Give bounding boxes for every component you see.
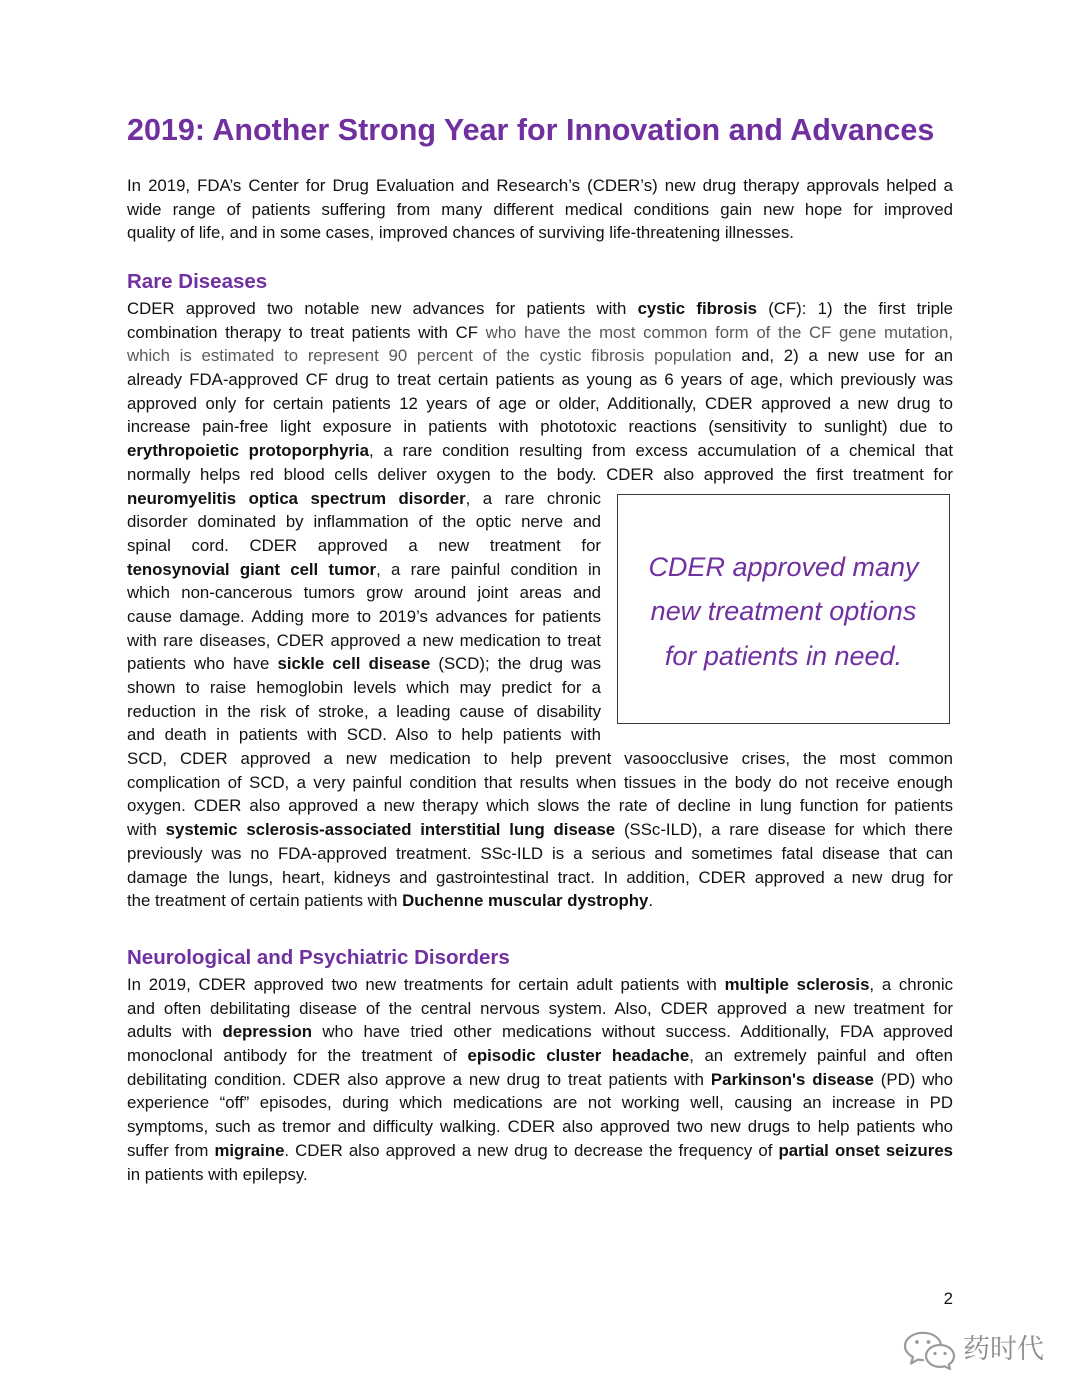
text-line: previously was no FDA-approved treatment. SSc-ILD is a serious and sometimes fatal disease that can [127, 843, 953, 863]
neurological-paragraph [127, 973, 953, 1186]
bold-term: episodic cluster headache [467, 1046, 690, 1066]
text-line: which non-cancerous tumors grow around joint areas and [127, 583, 601, 603]
text-run: , an extremely painful and often [689, 1046, 953, 1066]
text-run: (SSc-ILD), a rare disease for which there [615, 820, 953, 840]
text-line [127, 652, 601, 676]
callout-box [617, 494, 950, 724]
bold-term: partial onset seizures [778, 1140, 953, 1160]
text-line [127, 1044, 953, 1068]
text-run: patients who have [127, 654, 278, 674]
watermark-text: 药时代 [963, 1334, 1044, 1365]
text-line: and death in patients with SCD. Also to help patients with [127, 725, 601, 745]
text-line [127, 344, 953, 368]
bold-term: depression [222, 1022, 312, 1042]
text-line: quality of life, and in some cases, improved chances of surviving life-threatening illnesses. [127, 223, 794, 243]
intro-paragraph [127, 174, 953, 245]
bold-term: systemic sclerosis-associated interstitial lung disease [165, 820, 616, 840]
bold-term: cystic fibrosis [637, 299, 757, 318]
text-run: suffer from [127, 1140, 215, 1160]
text-line [127, 558, 601, 582]
section-heading-neurological: Neurological and Psychiatric Disorders [127, 946, 510, 969]
callout-line: for patients in need. [664, 640, 903, 671]
text-run: the treatment of certain patients with [127, 891, 403, 911]
text-line [127, 1139, 953, 1163]
text-run: (SCD); the drug was [430, 654, 601, 674]
text-line [127, 1020, 953, 1044]
text-line: symptoms, such as tremor and difficulty walking. CDER also approved two new drugs to help patients who [127, 1117, 953, 1137]
text-line: approved only for certain patients 12 years of age or older, Additionally, CDER approved a new drug to [127, 393, 953, 413]
text-line: reduction in the risk of stroke, a leading cause of disability [127, 701, 601, 721]
text-line: already FDA-approved CF drug to treat certain patients as young as 6 years of age, which previously was [127, 370, 953, 390]
section-heading-rare-diseases: Rare Diseases [127, 270, 268, 293]
muted-text: which is estimated to represent 90 percent of the cystic fibrosis population [127, 346, 732, 366]
text-line: wide range of patients suffering from many different medical conditions gain new hope for improved [127, 199, 953, 219]
text-run: and, 2) a new use for an [731, 346, 953, 366]
bold-term: Duchenne muscular dystrophy [402, 891, 649, 911]
bold-term: Parkinson's disease [710, 1069, 874, 1089]
text-run: with [127, 820, 166, 840]
text-line [127, 889, 953, 913]
bold-term: sickle cell disease [277, 654, 431, 674]
text-line: cause damage. Adding more to 2019’s advances for patients [127, 606, 601, 626]
text-line [127, 818, 953, 842]
bold-term: neuromyelitis optica spectrum disorder [127, 488, 466, 508]
wechat-icon [903, 1331, 959, 1371]
text-line: In 2019, FDA’s Center for Drug Evaluation and Research’s (CDER’s) new drug therapy approvals helped a [127, 176, 953, 195]
text-line: damage the lungs, heart, kidneys and gastrointestinal tract. In addition, CDER approved a new drug for [127, 867, 953, 887]
text-line [127, 321, 953, 345]
text-line [127, 439, 953, 463]
callout-line: CDER approved many [648, 551, 919, 582]
text-run: . CDER also approved a new drug to decrease the frequency of [284, 1140, 779, 1160]
bold-term: erythropoietic protoporphyria [127, 441, 369, 461]
text-run: (CF): 1) the first triple [756, 299, 953, 318]
text-line: in patients with epilepsy. [127, 1164, 308, 1184]
text-line: shown to raise hemoglobin levels which may predict for a [127, 678, 601, 697]
text-run: , a chronic [869, 975, 953, 994]
text-run: adults with [127, 1022, 223, 1042]
text-run: . [648, 891, 654, 911]
text-line [127, 1068, 953, 1092]
text-run: combination therapy to treat patients with CF [127, 322, 486, 342]
text-line: experience “off” episodes, during which medications are not working well, causing an increase in PD [127, 1093, 953, 1113]
text-line: spinal cord. CDER approved a new treatment for [127, 535, 601, 555]
text-line: complication of SCD, a very painful condition that results when tissues in the body do not receive enough [127, 772, 953, 792]
text-run: CDER approved two notable new advances for patients with [127, 299, 638, 318]
muted-text: who have the most common form of the CF gene mutation, [485, 322, 953, 342]
text-line [127, 297, 953, 321]
text-line: oxygen. CDER also approved a new therapy which slows the rate of decline in lung function for patients [127, 796, 953, 816]
text-line: increase pain-free light exposure in patients with phototoxic reactions (sensitivity to sunlight) due to [127, 417, 953, 437]
page-number: 2 [943, 1289, 953, 1308]
text-run: debilitating condition. CDER also approve a new drug to treat patients with [127, 1069, 711, 1089]
text-run: monoclonal antibody for the treatment of [127, 1046, 468, 1066]
text-line: normally helps red blood cells deliver oxygen to the body. CDER also approved the first treatment for [127, 464, 953, 484]
text-line: and often debilitating disease of the central nervous system. Also, CDER approved a new treatment for [127, 998, 953, 1018]
page-title: 2019: Another Strong Year for Innovation and Advances [127, 113, 935, 147]
bold-term: tenosynovial giant cell tumor [127, 559, 377, 579]
bold-term: migraine [214, 1140, 285, 1160]
text-line [127, 973, 953, 997]
callout-line: new treatment options [650, 596, 917, 627]
text-run: , a rare painful condition in [376, 559, 602, 579]
bold-term: multiple sclerosis [724, 975, 870, 994]
text-run: In 2019, CDER approved two new treatments for certain adult patients with [127, 975, 725, 994]
text-line: with rare diseases, CDER approved a new medication to treat [127, 630, 601, 650]
text-run: , a rare condition resulting from excess accumulation of a chemical that [368, 441, 953, 461]
text-line: SCD, CDER approved a new medication to help prevent vasoocclusive crises, the most common [127, 749, 953, 769]
text-line [127, 487, 601, 511]
text-run: who have tried other medications without success. Additionally, FDA approved [311, 1022, 953, 1042]
text-run: , a rare chronic [465, 488, 601, 508]
text-run: (PD) who [873, 1069, 953, 1089]
text-line: disorder dominated by inflammation of the optic nerve and [127, 512, 601, 532]
